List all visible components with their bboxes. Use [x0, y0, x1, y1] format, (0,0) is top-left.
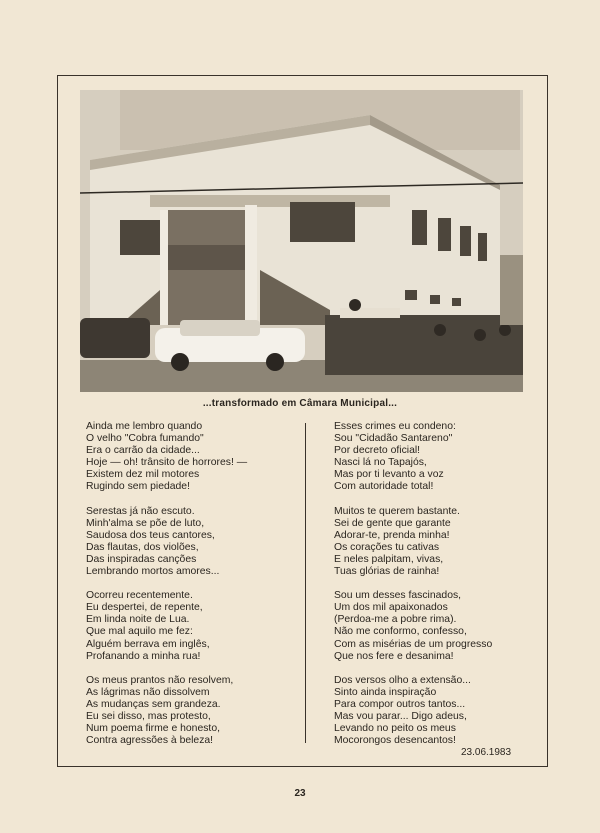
column-divider [305, 423, 306, 743]
poem-line: Hoje — oh! trânsito de horrores! — [86, 457, 248, 469]
stanza [334, 421, 534, 494]
poem-line: Eu sei disso, mas protesto, [86, 710, 211, 722]
photo-caption: ...transformado em Câmara Municipal... [202, 398, 398, 409]
poem-line: Num poema firme e honesto, [86, 723, 220, 735]
poem-line: Nasci lá no Tapajós, [334, 457, 427, 469]
poem-line: Alguém berrava em inglês, [86, 638, 210, 650]
poem-line: Adorar-te, prenda minha! [334, 529, 450, 541]
poem-line: Minh'alma se põe de luto, [86, 517, 205, 529]
poem-line: Era o carrão da cidade... [86, 445, 200, 457]
poem-line: Serestas já não escuto. [86, 505, 195, 517]
page-number: 23 [294, 788, 306, 799]
poem-line: Por decreto oficial! [334, 445, 421, 457]
poem-line: Lembrando mortos amores... [86, 566, 220, 578]
poem-line: O velho "Cobra fumando" [86, 433, 204, 445]
poem-right-column [334, 421, 534, 759]
poem-line: Não me conformo, confesso, [334, 626, 467, 638]
poem-line: Tuas glórias de rainha! [334, 566, 440, 578]
poem-line: Mas vou parar... Digo adeus, [334, 710, 467, 722]
stanza [86, 590, 296, 663]
poem-line: Ainda me lembro quando [86, 421, 203, 432]
poem-line: Muitos te querem bastante. [334, 505, 460, 517]
building-photo [80, 90, 523, 392]
poem-line: As lágrimas não dissolvem [86, 686, 210, 698]
poem-line: Sou "Cidadão Santareno" [334, 433, 453, 445]
poem-left-column [86, 421, 296, 759]
poem-line: As mudanças sem grandeza. [86, 698, 221, 710]
poem-line: Mas por ti levanto a voz [334, 469, 444, 481]
poem-line: Com as misérias de um progresso [334, 638, 493, 650]
poem-line: Esses crimes eu condeno: [334, 421, 456, 432]
poem-line: Dos versos olho a extensão... [334, 674, 471, 686]
poem-line: Os meus prantos não resolvem, [86, 674, 234, 686]
poem-line: Existem dez mil motores [86, 469, 200, 481]
poem-line: Contra agressões à beleza! [86, 735, 214, 747]
poem-line: Levando no peito os meus [334, 723, 456, 735]
poem-date: 23.06.1983 [461, 747, 512, 758]
poem-line: Profanando a minha rua! [86, 650, 201, 662]
poem-line: Sei de gente que garante [334, 517, 451, 529]
stanza [86, 675, 296, 748]
stanza [334, 590, 534, 663]
stanza [334, 675, 534, 748]
poem-line: E neles palpitam, vivas, [334, 553, 444, 565]
poem-line: Um dos mil apaixonados [334, 602, 448, 614]
stanza [86, 421, 296, 494]
poem-line: Saudosa dos teus cantores, [86, 529, 215, 541]
stanza [334, 506, 534, 579]
poem-line: Eu despertei, de repente, [86, 602, 203, 614]
poem-line: Sou um desses fascinados, [334, 590, 462, 602]
poem-line: Com autoridade total! [334, 481, 434, 493]
poem-line: Das flautas, dos violões, [86, 541, 199, 553]
poem-line: Os corações tu cativas [334, 541, 440, 553]
poem-line: Das inspiradas canções [86, 553, 197, 565]
poem-line: Para compor outros tantos... [334, 698, 466, 710]
poem-line: Rugindo sem piedade! [86, 481, 190, 493]
poem-line: Mocorongos desencantos! [334, 735, 456, 747]
building-illustration [80, 90, 523, 392]
poem-line: Que mal aquilo me fez: [86, 626, 193, 638]
stanza [86, 506, 296, 579]
poem-line: Que nos fere e desanima! [334, 650, 454, 662]
poem-line: Sinto ainda inspiração [334, 686, 437, 698]
poem-line: (Perdoa-me a pobre rima). [334, 614, 457, 626]
poem-line: Ocorreu recentemente. [86, 590, 193, 602]
poem-line: Em linda noite de Lua. [86, 614, 190, 626]
